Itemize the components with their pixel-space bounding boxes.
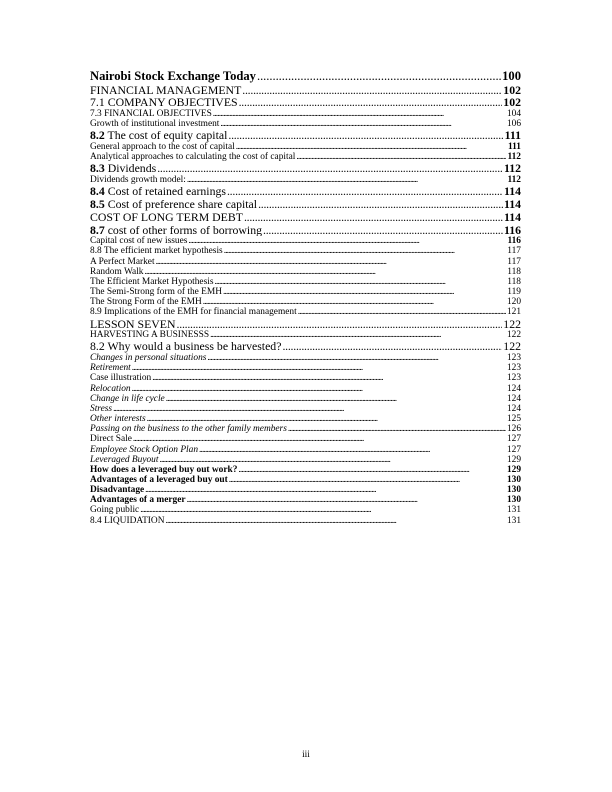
toc-entry-title: General approach to the cost of capital bbox=[90, 142, 235, 153]
toc-entry[interactable] bbox=[90, 495, 521, 505]
toc-entry[interactable] bbox=[90, 142, 521, 152]
toc-entry[interactable] bbox=[90, 340, 521, 353]
toc-entry-title: Advantages of a merger bbox=[90, 495, 186, 506]
toc-dot-leader bbox=[244, 211, 503, 224]
toc-entry-title: HARVESTING A BUSINESSS bbox=[90, 330, 210, 341]
toc-entry-page: 102 bbox=[503, 96, 521, 110]
toc-entry-page: 114 bbox=[503, 185, 521, 199]
toc-dot-leader bbox=[188, 236, 506, 246]
toc-entry[interactable] bbox=[90, 475, 521, 485]
toc-entry-title: FINANCIAL MANAGEMENT bbox=[90, 83, 242, 97]
toc-entry-page: 120 bbox=[506, 297, 521, 308]
toc-dot-leader bbox=[199, 445, 506, 455]
toc-entry[interactable] bbox=[90, 394, 521, 404]
toc-entry-title: 8.2 Why would a business be harvested? bbox=[90, 340, 282, 354]
toc-dot-leader bbox=[282, 340, 502, 353]
toc-entry-page: 116 bbox=[507, 236, 521, 247]
toc-entry-page: 124 bbox=[506, 393, 521, 404]
toc-entry-page: 122 bbox=[503, 340, 521, 354]
toc-entry[interactable] bbox=[90, 162, 521, 175]
toc-entry[interactable] bbox=[90, 152, 521, 162]
toc-entry-title: Changes in personal situations bbox=[90, 353, 207, 364]
toc-dot-leader bbox=[203, 297, 506, 307]
toc-entry-page: 116 bbox=[503, 223, 521, 237]
toc-entry-page: 124 bbox=[506, 383, 521, 394]
toc-entry-page: 104 bbox=[506, 109, 521, 120]
toc-entry-page: 122 bbox=[506, 330, 521, 341]
toc-entry[interactable] bbox=[90, 185, 521, 198]
toc-entry-page: 130 bbox=[506, 485, 521, 496]
toc-dot-leader bbox=[228, 129, 503, 142]
toc-entry-title: Passing on the business to the other family members bbox=[90, 424, 287, 435]
toc-entry-title: Analytical approaches to calculating the cost of capital bbox=[90, 152, 296, 163]
toc-entry[interactable] bbox=[90, 455, 521, 465]
toc-dot-leader bbox=[298, 307, 506, 317]
toc-dot-leader bbox=[215, 277, 507, 287]
toc-entry-page: 118 bbox=[507, 276, 521, 287]
toc-dot-leader bbox=[296, 152, 506, 162]
toc-entry-title: How does a leveraged buy out work? bbox=[90, 464, 238, 475]
toc-entry-title: Change in life cycle bbox=[90, 393, 165, 404]
toc-entry[interactable] bbox=[90, 70, 521, 84]
toc-entry[interactable] bbox=[90, 96, 521, 109]
toc-entry-page: 112 bbox=[507, 152, 521, 163]
toc-dot-leader bbox=[187, 175, 507, 185]
toc-entry-page: 100 bbox=[502, 70, 521, 83]
toc-dot-leader bbox=[236, 142, 507, 152]
toc-dot-leader bbox=[159, 455, 505, 465]
toc-entry-page: 126 bbox=[506, 424, 521, 435]
toc-dot-leader bbox=[157, 162, 503, 175]
toc-entry-title-text: Cost of retained earnings bbox=[104, 185, 226, 199]
toc-entry[interactable] bbox=[90, 505, 521, 515]
toc-entry-title: Leveraged Buyout bbox=[90, 454, 159, 465]
toc-entry[interactable] bbox=[90, 211, 521, 224]
toc-entry-title bbox=[90, 129, 227, 142]
toc-entry-title: 8.4 LIQUIDATION bbox=[90, 515, 165, 526]
toc-entry-title: Advantages of a leveraged buy out bbox=[90, 475, 228, 485]
toc-dot-leader bbox=[187, 495, 506, 505]
toc-dot-leader bbox=[132, 384, 506, 394]
toc-entry-page: 127 bbox=[506, 434, 521, 445]
toc-entry[interactable] bbox=[90, 84, 521, 97]
toc-entry-page: 102 bbox=[503, 83, 521, 97]
table-of-contents bbox=[90, 70, 521, 526]
toc-entry[interactable] bbox=[90, 109, 521, 119]
toc-entry-title-text: cost of other forms of borrowing bbox=[104, 223, 263, 237]
toc-entry-page: 131 bbox=[506, 505, 521, 516]
toc-entry[interactable] bbox=[90, 297, 521, 307]
toc-entry[interactable] bbox=[90, 424, 521, 434]
toc-entry-title: Stress bbox=[90, 403, 113, 414]
toc-dot-leader bbox=[227, 185, 503, 198]
toc-entry[interactable] bbox=[90, 119, 521, 129]
toc-entry-title bbox=[90, 224, 262, 237]
toc-entry-title: 8.9 Implications of the EMH for financial management bbox=[90, 307, 297, 318]
toc-entry-title: Growth of institutional investment bbox=[90, 119, 220, 130]
toc-dot-leader bbox=[258, 198, 503, 211]
toc-dot-leader bbox=[156, 257, 507, 267]
toc-entry-page: 117 bbox=[507, 246, 521, 257]
toc-entry-title: Employee Stock Option Plan bbox=[90, 444, 199, 455]
toc-dot-leader bbox=[238, 465, 506, 475]
toc-entry-page: 112 bbox=[507, 175, 521, 186]
toc-entry[interactable] bbox=[90, 330, 521, 340]
toc-entry[interactable] bbox=[90, 516, 521, 526]
toc-entry[interactable] bbox=[90, 404, 521, 414]
toc-entry-title: Capital cost of new issues bbox=[90, 236, 188, 247]
toc-dot-leader bbox=[224, 246, 507, 256]
toc-entry[interactable] bbox=[90, 384, 521, 394]
toc-entry[interactable] bbox=[90, 175, 521, 185]
toc-entry-title: 7.3 FINANCIAL OBJECTIVES bbox=[90, 109, 212, 120]
toc-dot-leader bbox=[220, 119, 506, 129]
toc-dot-leader bbox=[177, 318, 503, 331]
toc-entry-title bbox=[90, 185, 226, 198]
toc-entry-title: The Efficient Market Hypothesis bbox=[90, 276, 214, 287]
toc-entry-title-text: Cost of preference share capital bbox=[104, 198, 258, 211]
toc-entry-title bbox=[90, 198, 257, 211]
toc-entry-title: Case illustration bbox=[90, 373, 152, 384]
toc-entry[interactable] bbox=[90, 307, 521, 317]
toc-dot-leader bbox=[145, 485, 506, 495]
toc-entry[interactable] bbox=[90, 277, 521, 287]
toc-entry[interactable] bbox=[90, 257, 521, 267]
toc-entry-title bbox=[90, 162, 156, 175]
toc-entry[interactable] bbox=[90, 236, 521, 246]
toc-entry-page: 117 bbox=[507, 256, 521, 267]
toc-dot-leader bbox=[113, 404, 506, 414]
toc-entry-title: Other interests bbox=[90, 414, 146, 425]
toc-entry-title: Going public bbox=[90, 505, 140, 516]
toc-entry-number: 8.4 bbox=[90, 185, 105, 199]
toc-entry-number: 8.5 bbox=[90, 198, 105, 211]
toc-entry-title: Dividends growth model: bbox=[90, 175, 186, 186]
toc-entry[interactable] bbox=[90, 434, 521, 444]
toc-entry-title-text: Dividends bbox=[104, 162, 157, 176]
toc-entry-title: The Semi-Strong form of the EMH bbox=[90, 287, 223, 298]
toc-dot-leader bbox=[152, 373, 506, 383]
toc-entry-page: 123 bbox=[506, 353, 521, 364]
toc-dot-leader bbox=[132, 363, 506, 373]
toc-entry[interactable] bbox=[90, 414, 521, 424]
toc-entry-title: 8.8 The efficient market hypothesis bbox=[90, 246, 223, 257]
toc-dot-leader bbox=[140, 505, 506, 515]
toc-dot-leader bbox=[147, 414, 506, 424]
toc-entry-page: 124 bbox=[506, 403, 521, 414]
toc-dot-leader bbox=[133, 434, 506, 444]
toc-entry-page: 114 bbox=[503, 210, 521, 224]
toc-entry-page: 114 bbox=[503, 198, 521, 211]
toc-entry-title: Nairobi Stock Exchange Today bbox=[90, 70, 256, 83]
toc-entry-page: 130 bbox=[506, 475, 521, 485]
toc-entry-page: 127 bbox=[506, 444, 521, 455]
toc-entry[interactable] bbox=[90, 485, 521, 495]
toc-entry-title: Direct Sale bbox=[90, 434, 132, 445]
toc-entry-page: 118 bbox=[507, 266, 521, 277]
toc-entry-page: 129 bbox=[506, 464, 521, 475]
toc-dot-leader bbox=[242, 84, 502, 97]
toc-dot-leader bbox=[165, 516, 505, 526]
toc-dot-leader bbox=[257, 70, 501, 84]
toc-dot-leader bbox=[223, 287, 506, 297]
toc-dot-leader bbox=[213, 109, 506, 119]
toc-entry[interactable] bbox=[90, 267, 521, 277]
toc-entry-number: 8.3 bbox=[90, 162, 105, 176]
toc-entry-page: 123 bbox=[506, 363, 521, 374]
toc-entry-title: Relocation bbox=[90, 383, 131, 394]
toc-entry[interactable] bbox=[90, 318, 521, 331]
toc-entry-page: 119 bbox=[507, 287, 521, 298]
toc-entry-page: 123 bbox=[506, 373, 521, 384]
toc-entry-page: 111 bbox=[507, 142, 521, 153]
toc-entry-number: 8.7 bbox=[90, 223, 105, 237]
toc-entry-number: 8.2 bbox=[90, 129, 105, 143]
toc-entry[interactable] bbox=[90, 465, 521, 475]
toc-entry-title-text: The cost of equity capital bbox=[104, 129, 228, 143]
toc-entry[interactable] bbox=[90, 363, 521, 373]
toc-entry-title: Disadvantage bbox=[90, 485, 145, 496]
toc-entry[interactable] bbox=[90, 224, 521, 237]
toc-dot-leader bbox=[229, 475, 506, 485]
toc-entry-page: 112 bbox=[503, 162, 521, 176]
toc-entry-page: 125 bbox=[506, 414, 521, 425]
toc-dot-leader bbox=[288, 424, 506, 434]
toc-dot-leader bbox=[210, 330, 506, 340]
toc-entry-title: A Perfect Market bbox=[90, 256, 155, 267]
toc-dot-leader bbox=[207, 353, 506, 363]
toc-entry-page: 122 bbox=[503, 317, 521, 331]
toc-entry-page: 130 bbox=[506, 495, 521, 506]
toc-entry-title: Retirement bbox=[90, 363, 131, 374]
toc-entry-page: 111 bbox=[504, 129, 521, 143]
toc-entry-title: Random Walk bbox=[90, 266, 144, 277]
toc-entry[interactable] bbox=[90, 353, 521, 363]
toc-entry[interactable] bbox=[90, 445, 521, 455]
toc-entry[interactable] bbox=[90, 129, 521, 142]
toc-entry[interactable] bbox=[90, 246, 521, 256]
toc-entry-title: LESSON SEVEN bbox=[90, 317, 176, 331]
toc-dot-leader bbox=[166, 394, 506, 404]
toc-dot-leader bbox=[263, 224, 503, 237]
toc-entry[interactable] bbox=[90, 287, 521, 297]
toc-dot-leader bbox=[239, 96, 503, 109]
toc-entry-page: 106 bbox=[506, 119, 521, 130]
toc-entry-title: The Strong Form of the EMH bbox=[90, 297, 202, 308]
toc-dot-leader bbox=[145, 267, 507, 277]
toc-entry[interactable] bbox=[90, 373, 521, 383]
toc-entry[interactable] bbox=[90, 198, 521, 211]
toc-entry-page: 131 bbox=[506, 515, 521, 526]
toc-entry-title: 7.1 COMPANY OBJECTIVES bbox=[90, 96, 238, 110]
toc-entry-page: 121 bbox=[506, 307, 521, 318]
toc-entry-title: COST OF LONG TERM DEBT bbox=[90, 210, 243, 224]
toc-entry-page: 129 bbox=[506, 454, 521, 465]
page-number: iii bbox=[302, 750, 310, 760]
